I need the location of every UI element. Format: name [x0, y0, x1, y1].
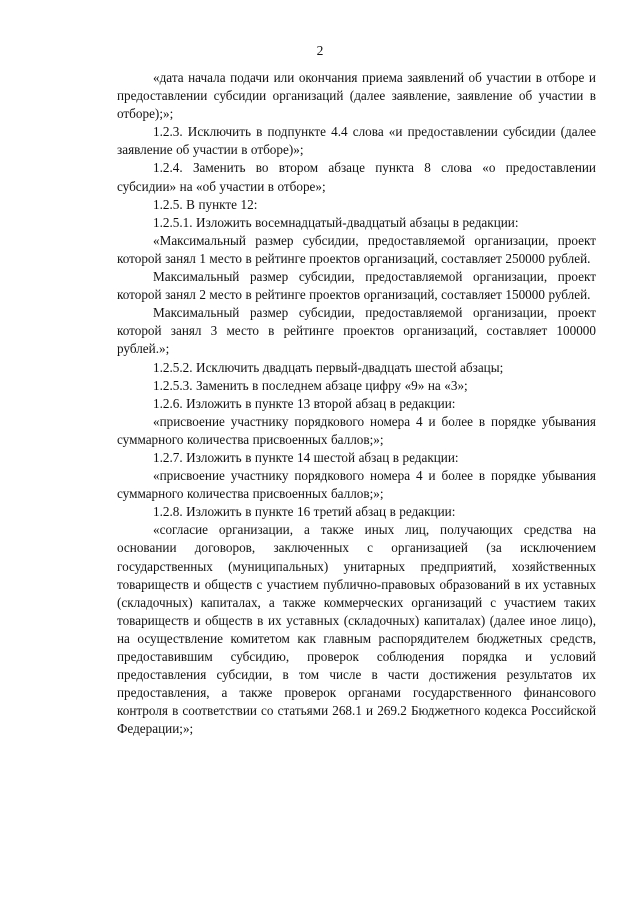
paragraph-quote-consent: «согласие организации, а также иных лиц, получающих средства на основании договоров, заключенных с организацией (за исключением государственных (муниципальных) унитарных предприятий, хозяйственных товариществ и обществ с участием публично-правовых образований в их уставных (складочных) капиталах, а также коммерческих организаций с участием таких товариществ и обществ в их уставных (складочных) капиталах) (далее иное лицо), на осуществление комитетом как главным распорядителем бюджетных средств, предоставившим субсидию, проверок соблюдения порядка и условий предоставления субсидии, в том числе в части достижения результатов их предоставления, а также проверок органами государственного финансового контроля в соответствии со статьями 268.1 и 269.2 Бюджетного кодекса Российской Федерации;»; [117, 522, 596, 737]
paragraph-1-2-5-3: 1.2.5.3. Заменить в последнем абзаце цифру «9» на «3»; [153, 377, 468, 393]
paragraph-1-2-6: 1.2.6. Изложить в пункте 13 второй абзац в редакции: [153, 395, 456, 411]
page-number: 2 [316, 43, 324, 58]
paragraph-1-2-3: 1.2.3. Исключить в подпункте 4.4 слова «и предоставлении субсидии (далее заявление об участии в отборе)»; [117, 124, 596, 158]
paragraph-quote-ranking-14: «присвоение участнику порядкового номера 4 и более в порядке убывания суммарного количества присвоенных баллов;»; [117, 468, 596, 502]
paragraph-1-2-4: 1.2.4. Заменить во втором абзаце пункта 8 слова «о предоставлении субсидии» на «об участии в отборе»; [117, 160, 596, 194]
paragraph-1-2-5-2: 1.2.5.2. Исключить двадцать первый-двадцать шестой абзацы; [153, 359, 504, 375]
paragraph-max-subsidy-place-1: «Максимальный размер субсидии, предоставляемой организации, проект которой занял 1 место в рейтинге проектов организаций, составляет 250000 рублей. [117, 232, 596, 266]
paragraph-1-2-7: 1.2.7. Изложить в пункте 14 шестой абзац в редакции: [153, 449, 459, 465]
document-body [117, 69, 596, 738]
paragraph-quote-application-dates: «дата начала подачи или окончания приема заявлений об участии в отборе и предоставлении субсидии организаций (далее заявление, заявление об участии в отборе);»; [117, 70, 596, 122]
paragraph-1-2-5-1: 1.2.5.1. Изложить восемнадцатый-двадцатый абзацы в редакции: [153, 214, 519, 230]
paragraph-quote-ranking-13: «присвоение участнику порядкового номера 4 и более в порядке убывания суммарного количества присвоенных баллов;»; [117, 413, 596, 447]
paragraph-1-2-5: 1.2.5. В пункте 12: [153, 196, 258, 212]
paragraph-1-2-8: 1.2.8. Изложить в пункте 16 третий абзац в редакции: [153, 504, 456, 520]
paragraph-max-subsidy-place-2: Максимальный размер субсидии, предоставляемой организации, проект которой занял 2 место в рейтинге проектов организаций, составляет 150000 рублей. [117, 269, 596, 303]
paragraph-max-subsidy-place-3: Максимальный размер субсидии, предоставляемой организации, проект которой занял 3 место в рейтинге проектов организаций, составляет 100000 рублей.»; [117, 305, 596, 357]
